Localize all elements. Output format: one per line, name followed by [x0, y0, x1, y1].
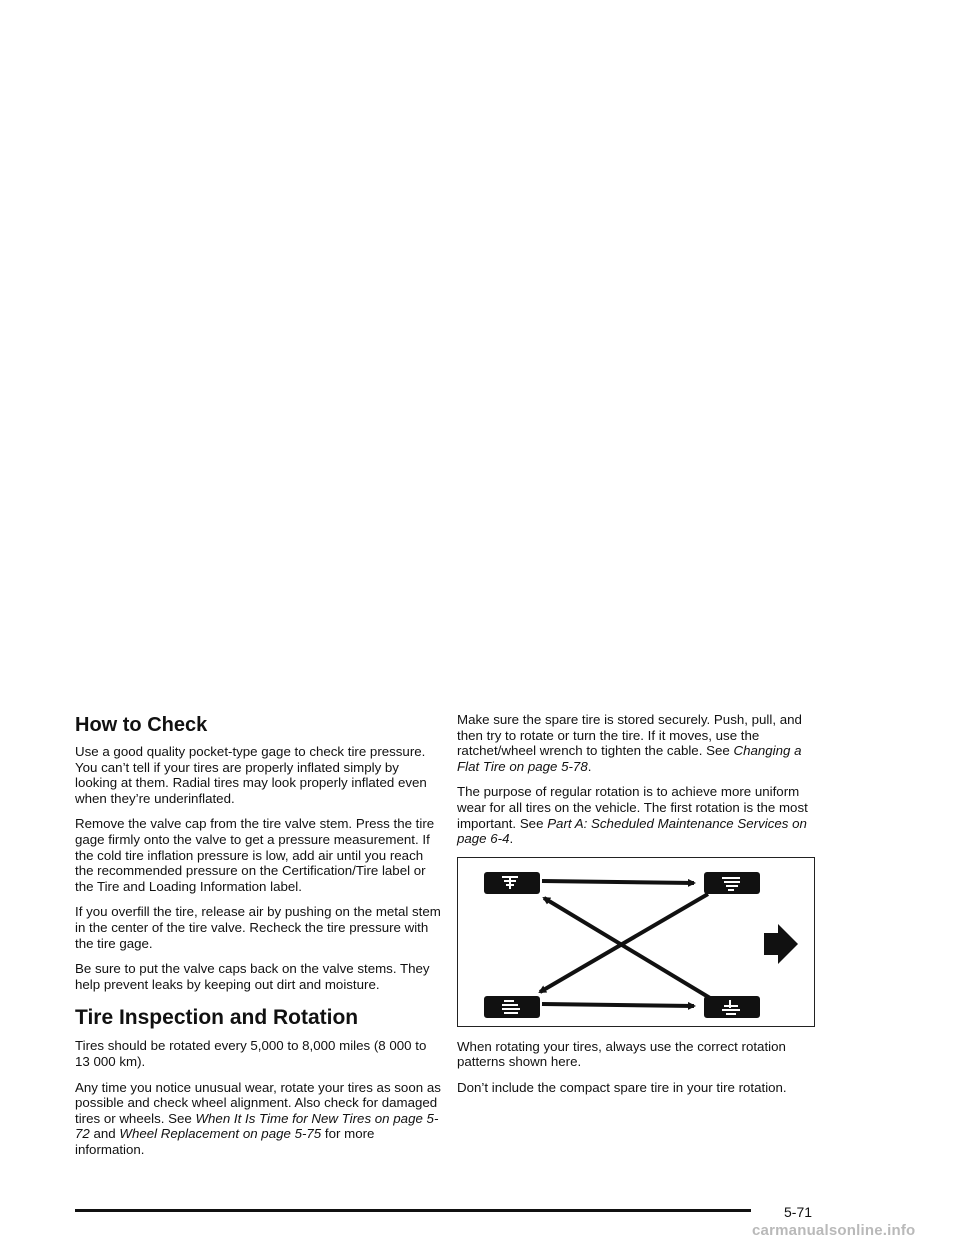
- arrow-rear-left-to-rear-right: [542, 1004, 694, 1006]
- rotation-purpose-text: The purpose of regular rotation is to achieve more uniform wear for all tires on the vehicle. The first rotation is the most important. See: [457, 784, 808, 831]
- page-number: 5-71: [784, 1204, 813, 1220]
- site-watermark: carmanualsonline.info: [752, 1222, 916, 1239]
- left-column: [75, 712, 443, 1167]
- rotation-paragraph-2-text: Any time you notice unusual wear, rotate your tires as soon as possible and check wheel alignment. Also check for damaged tires or wheels. See: [75, 1079, 441, 1126]
- rotation-purpose-paragraph: [457, 784, 825, 846]
- spare-tire-paragraph: [457, 712, 825, 774]
- spare-tire-end: .: [587, 758, 592, 774]
- front-left-tire-icon: [484, 872, 540, 894]
- rotation-paragraph-2: [75, 1080, 443, 1158]
- how-to-check-heading: How to Check: [75, 714, 208, 736]
- arrow-rear-right-to-front-left: [544, 898, 710, 998]
- wheel-replacement-reference-link[interactable]: Wheel Replacement on page 5-75: [119, 1126, 322, 1142]
- vehicle-direction-arrow-icon: [764, 924, 798, 964]
- new-tires-reference-link[interactable]: When It Is Time for New Tires on page 5-72: [75, 1110, 439, 1142]
- how-to-check-paragraph-3: If you overfill the tire, release air by pushing on the metal stem in the center of the tire valve. Recheck the tire pressure with the tire gage.: [75, 904, 441, 951]
- flat-tire-reference-link[interactable]: Changing a Flat Tire on page 5-78: [457, 743, 802, 774]
- tire-rotation-diagram: [457, 857, 815, 1027]
- rotation-purpose-end: .: [509, 831, 514, 847]
- and-text: and: [93, 1126, 116, 1142]
- rotation-pattern-graphic: [458, 858, 816, 1028]
- spare-tire-text: Make sure the spare tire is stored securely. Push, pull, and then try to rotate or turn the tire. If it moves, use the ratchet/wheel wrench to tighten the cable. See: [457, 712, 802, 759]
- tire-rotation-heading: Tire Inspection and Rotation: [75, 1006, 359, 1030]
- rotation-pattern-paragraph: When rotating your tires, always use the correct rotation patterns shown here.: [457, 1038, 786, 1070]
- arrow-front-left-to-front-right: [542, 881, 694, 883]
- how-to-check-paragraph-2: Remove the valve cap from the tire valve stem. Press the tire gage firmly onto the valve to get a pressure measurement. If the cold tire inflation pressure is low, add air until you reach the recommended pressure on the Certification/Tire label or the Tire and Loading Information label.: [75, 816, 435, 894]
- footer-rule: [75, 1209, 751, 1212]
- front-right-tire-icon: [704, 872, 760, 894]
- how-to-check-paragraph-4: Be sure to put the valve caps back on the valve stems. They help prevent leaks by keeping out dirt and moisture.: [75, 961, 430, 992]
- compact-spare-paragraph: Don’t include the compact spare tire in your tire rotation.: [457, 1079, 787, 1095]
- rotation-paragraph-2-end: for more information.: [75, 1126, 375, 1157]
- rotation-paragraph-1: Tires should be rotated every 5,000 to 8,000 miles (8 000 to 13 000 km).: [75, 1038, 427, 1069]
- how-to-check-paragraph-1: Use a good quality pocket-type gage to check tire pressure. You can’t tell if your tires are properly inflated simply by looking at them. Radial tires may look properly inflated even when they’re underinflated.: [75, 744, 427, 806]
- maintenance-reference-link[interactable]: Part A: Scheduled Maintenance Services on page 6-4: [457, 815, 807, 847]
- rear-left-tire-icon: [484, 996, 540, 1018]
- right-column: [457, 712, 825, 1106]
- rotation-arrows: [540, 881, 710, 1006]
- rear-right-tire-icon: [704, 996, 760, 1018]
